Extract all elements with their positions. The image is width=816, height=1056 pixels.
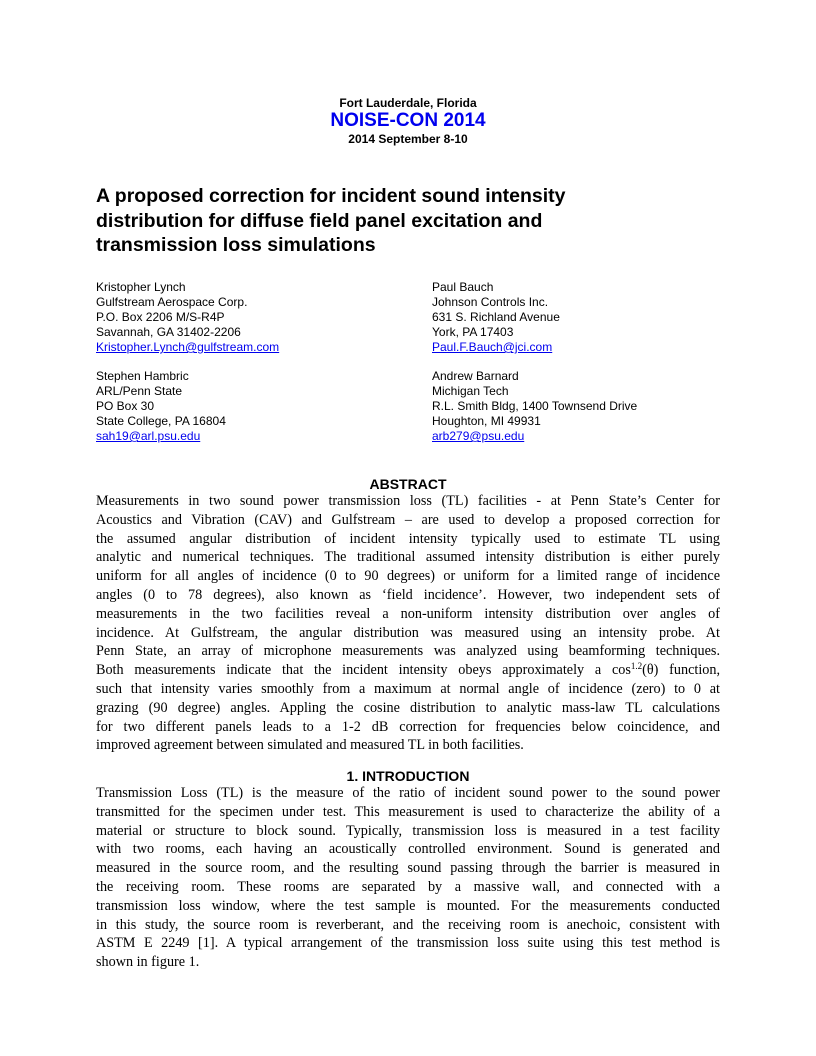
conference-name: NOISE-CON 2014 xyxy=(330,110,486,131)
author-barnard xyxy=(432,369,752,444)
abstract-line: the assumed angular distribution of incident intensity typically used to estimate TL using xyxy=(96,530,720,547)
author-address: Savannah, GA 31402-2206 xyxy=(96,325,241,339)
abstract-line: incidence. At Gulfstream, the angular distribution was measured using an intensity probe. At xyxy=(96,624,720,641)
author-address: York, PA 17403 xyxy=(432,325,514,339)
abstract-line: Measurements in two sound power transmission loss (TL) facilities - at Penn State’s Center for xyxy=(96,493,720,509)
author-name: Paul Bauch xyxy=(432,280,494,294)
author-email-link[interactable]: Paul.F.Bauch@jci.com xyxy=(432,340,553,354)
abstract-line: angles (0 to 78 degrees), also known as ‘field incidence’. However, two independent sets of xyxy=(96,586,720,603)
intro-line: transmission loss window, where the test sample is mounted. For the measurements conducted xyxy=(96,897,720,914)
author-name: Andrew Barnard xyxy=(432,369,519,383)
author-name: Kristopher Lynch xyxy=(96,280,186,294)
author-address: R.L. Smith Bldg, 1400 Townsend Drive xyxy=(432,399,638,413)
introduction-text xyxy=(96,784,720,972)
author-address: 631 S. Richland Avenue xyxy=(432,310,560,324)
abstract-line-cosine xyxy=(96,661,720,680)
intro-line: the receiving room. These rooms are separated by a massive wall, and connected with a xyxy=(96,878,720,895)
paper-title xyxy=(96,184,716,258)
author-hambric xyxy=(96,369,416,444)
conference-dates: 2014 September 8-10 xyxy=(348,132,468,146)
intro-line: Transmission Loss (TL) is the measure of the ratio of incident sound power to the sound power xyxy=(96,785,720,801)
author-address: PO Box 30 xyxy=(96,399,155,413)
intro-line: transmitted for the specimen under test. This measurement is used to characterize the ability of a xyxy=(96,803,720,820)
introduction-heading: 1. INTRODUCTION xyxy=(346,768,470,784)
abstract-line: such that intensity varies smoothly from a maximum at normal angle of incidence (zero) to 0 at xyxy=(96,680,720,697)
author-email-link[interactable]: arb279@psu.edu xyxy=(432,429,525,443)
author-lynch xyxy=(96,280,416,355)
abstract-heading: ABSTRACT xyxy=(369,476,447,492)
abstract-line: uniform for all angles of incidence (0 to 90 degrees) or uniform for a limited range of incidence xyxy=(96,568,720,585)
abstract-line: for two different panels leads to a 1-2 dB correction for frequencies below coincidence, and xyxy=(96,718,720,735)
author-org: Gulfstream Aerospace Corp. xyxy=(96,295,248,309)
intro-line: with two rooms, each having an acoustically controlled environment. Sound is generated and xyxy=(96,841,720,858)
author-name: Stephen Hambric xyxy=(96,369,189,383)
abstract-line: improved agreement between simulated and measured TL in both facilities. xyxy=(96,737,524,754)
author-address: P.O. Box 2206 M/S-R4P xyxy=(96,310,225,324)
intro-line: material or structure to block sound. Typically, transmission loss is measured in a test facility xyxy=(96,822,720,839)
title-line: distribution for diffuse field panel excitation and xyxy=(96,209,543,232)
title-line: transmission loss simulations xyxy=(96,234,376,256)
author-org: ARL/Penn State xyxy=(96,384,183,398)
author-org: Johnson Controls Inc. xyxy=(432,295,549,309)
intro-line: shown in figure 1. xyxy=(96,954,200,971)
abstract-line: measurements in the two facilities reveal a non-uniform intensity distribution over angles of xyxy=(96,605,720,622)
abstract-line: grazing (90 degree) angles. Appling the cosine distribution to analytic mass-law TL calculations xyxy=(96,699,720,716)
intro-line: measured in the source room, and the resulting sound passing through the barrier is measured in xyxy=(96,860,720,877)
author-address: Houghton, MI 49931 xyxy=(432,414,541,428)
abstract-line: Penn State, an array of microphone measurements was analyzed using beamforming techniques. xyxy=(96,643,720,660)
intro-line: ASTM E 2249 [1]. A typical arrangement of the transmission loss suite using this test method is xyxy=(96,935,720,952)
author-bauch xyxy=(432,280,752,355)
abstract-text xyxy=(96,492,720,755)
cosine-text-post: (θ) function, xyxy=(642,662,720,679)
title-line: A proposed correction for incident sound intensity xyxy=(96,185,566,207)
author-address: State College, PA 16804 xyxy=(96,414,226,428)
abstract-line: analytic and numerical techniques. The traditional assumed intensity distribution is either purely xyxy=(96,549,720,566)
author-email-link[interactable]: Kristopher.Lynch@gulfstream.com xyxy=(96,340,280,354)
cosine-text-pre: Both measurements indicate that the incident intensity obeys approximately a cos xyxy=(96,662,631,679)
author-email-link[interactable]: sah19@arl.psu.edu xyxy=(96,429,201,443)
author-org: Michigan Tech xyxy=(432,384,509,398)
abstract-line: Acoustics and Vibration (CAV) and Gulfstream – are used to develop a proposed correction for xyxy=(96,511,720,528)
intro-line: in this study, the source room is reverberant, and the receiving room is anechoic, consistent with xyxy=(96,916,720,933)
cosine-exponent: 1.2 xyxy=(630,661,643,672)
conference-header xyxy=(0,96,816,146)
conference-location: Fort Lauderdale, Florida xyxy=(339,96,477,110)
